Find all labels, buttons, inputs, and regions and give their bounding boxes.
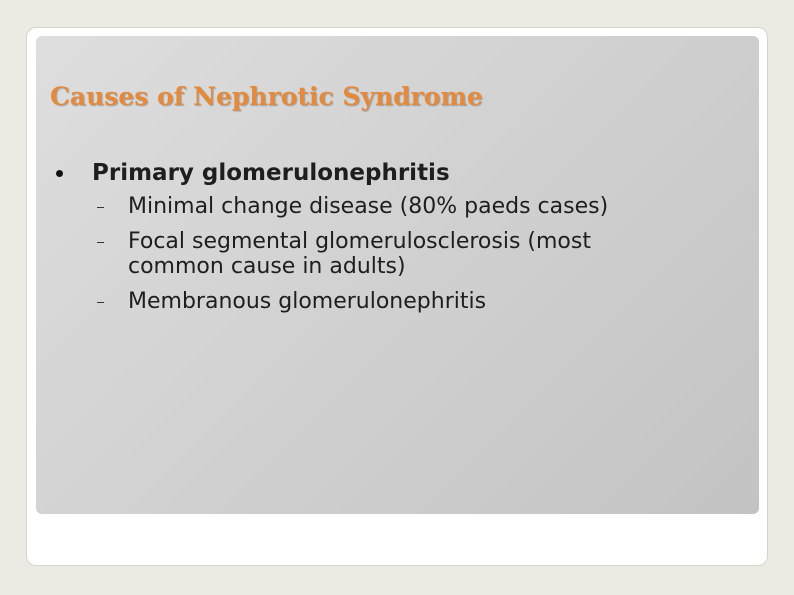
- sub-bullet-list: [56, 194, 756, 314]
- dash-bullet-icon: [97, 207, 104, 208]
- bullet-list: [56, 158, 756, 314]
- slide-title: Causes of Nephrotic Syndrome: [50, 82, 483, 111]
- bullet-dot-icon: [56, 170, 63, 177]
- sub-bullet-item: [56, 229, 756, 279]
- dash-bullet-icon: [97, 302, 104, 303]
- sub-bullet-text: Membranous glomerulonephritis: [128, 289, 487, 314]
- sub-bullet-item: [56, 194, 756, 219]
- sub-bullet-item: [56, 289, 756, 314]
- sub-bullet-text: Focal segmental glomerulosclerosis (most: [128, 229, 591, 254]
- bullet-item: [56, 158, 756, 188]
- bullet-label: Primary glomerulonephritis: [92, 160, 450, 186]
- dash-bullet-icon: [97, 242, 104, 243]
- sub-bullet-text-continued: common cause in adults): [128, 254, 406, 279]
- sub-bullet-text: Minimal change disease (80% paeds cases): [128, 194, 609, 219]
